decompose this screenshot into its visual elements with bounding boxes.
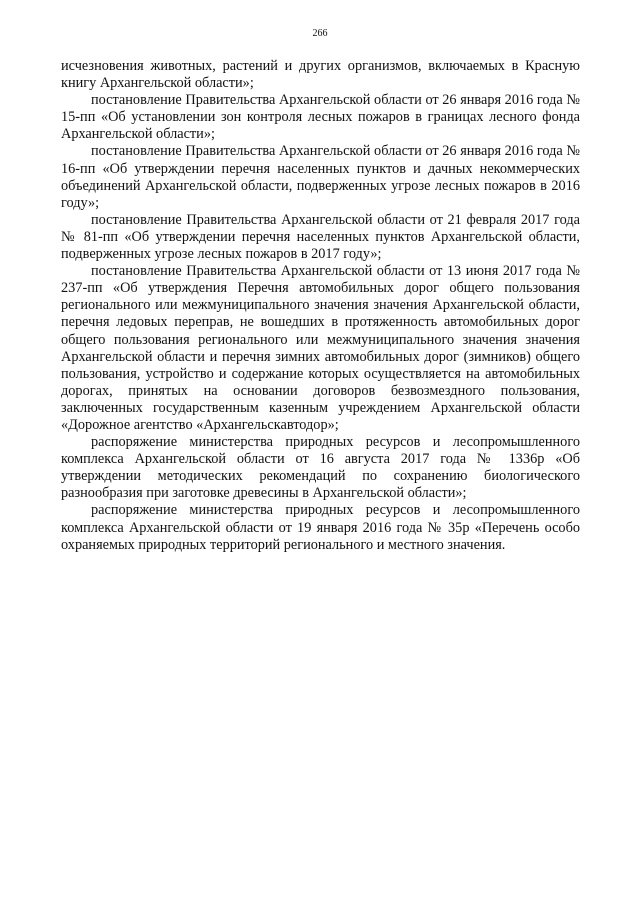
paragraph-resolution-15pp: постановление Правительства Архангельской области от 26 января 2016 года № 15-пп «Об установлении зон контроля лесных пожаров в границах лесного фонда Архангельской области»;: [61, 92, 580, 143]
paragraph-resolution-237pp: постановление Правительства Архангельской области от 13 июня 2017 года № 237-пп «Об утверждения Перечня автомобильных дорог общего пользования регионального или межмуниципального значения значения Архангельской области, перечня ледовых переправ, не вошедших в протяженность автомобильных дорог общего пользования регионального или межмуниципального значения значения Архангельской области и перечня зимних автомобильных дорог (зимников) общего пользования, устройство и содержание которых осуществляется на автомобильных дорогах, принятых на основании договоров безвозмездного пользования, заключенных государственным казенным учреждением Архангельской области «Дорожное агентство «Архангельскавтодор»;: [61, 263, 580, 433]
page-number: 266: [312, 28, 328, 39]
paragraph-resolution-81pp: постановление Правительства Архангельской области от 21 февраля 2017 года № 81-пп «Об утверждении перечня населенных пунктов Архангельской области, подверженных угрозе лесных пожаров в 2017 году»;: [61, 211, 580, 263]
paragraph-red-book-continuation: исчезновения животных, растений и других организмов, включаемых в Красную книгу Архангельской области»;: [61, 58, 580, 92]
paragraph-order-35r: распоряжение министерства природных ресурсов и лесопромышленного комплекса Архангельской области от 19 января 2016 года № 35р «Перечень особо охраняемых природных территорий регионального и местного значения.: [61, 502, 580, 553]
document-body: [61, 58, 580, 554]
paragraph-order-1336r: распоряжение министерства природных ресурсов и лесопромышленного комплекса Архангельской области от 16 августа 2017 года № 1336р «Об утверждении методических рекомендаций по сохранению биологического разнообразия при заготовке древесины в Архангельской области»;: [61, 434, 580, 502]
paragraph-resolution-16pp: постановление Правительства Архангельской области от 26 января 2016 года № 16-пп «Об утверждении перечня населенных пунктов и дачных некоммерческих объединений Архангельской области, подверженных угрозе лесных пожаров в 2016 году»;: [61, 143, 580, 211]
